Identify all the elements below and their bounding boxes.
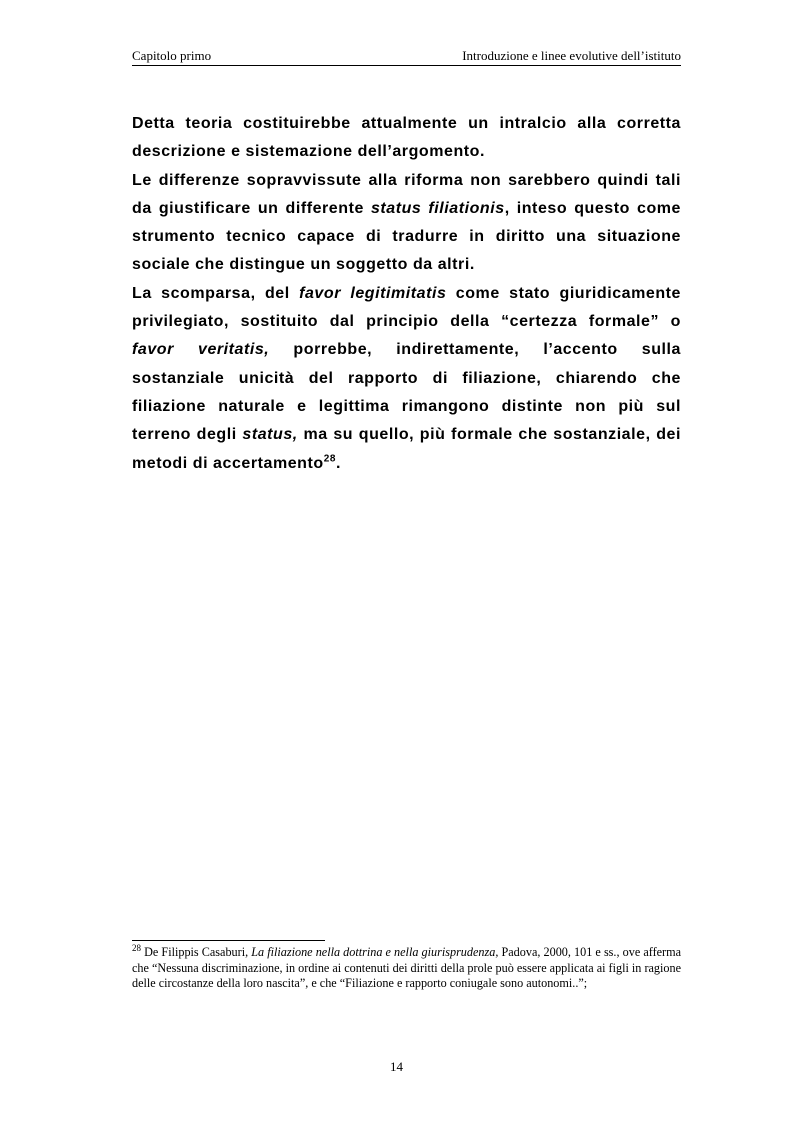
- italic-term: favor veritatis,: [132, 341, 270, 359]
- paragraph-3: [132, 280, 681, 478]
- text-run: porrebbe, indirettamente, l’accento sulla sostanziale unicità del rapporto di filiazione, chiarendo che filiazione naturale e legittima rimangono distinte non più sul terreno degli: [132, 341, 681, 444]
- italic-term: favor legitimitatis: [299, 284, 447, 302]
- paragraph-1: [132, 110, 681, 167]
- footnote-number: 28: [132, 942, 141, 953]
- page-number: 14: [390, 1059, 403, 1074]
- italic-term: status,: [242, 426, 298, 444]
- text-run: come stato giuridicamente privilegiato, sostituito dal principio della “certezza formale” o: [132, 284, 681, 331]
- footnote-details: Padova, 2000, 101 e ss., ove afferma che “Nessuna discriminazione, in ordine ai contenuti dei diritti della prole può essere applicata ai figli in ragione delle circostanze della loro nascita”, e che “Filiazione e rapporto coniugale sono autonomi..”;: [132, 945, 681, 990]
- footnote-book-title: La filiazione nella dottrina e nella giurisprudenza,: [251, 945, 499, 959]
- footnote-reference: 28: [323, 453, 336, 465]
- italic-term: status filiationis: [370, 199, 505, 217]
- text-run: , inteso questo come strumento tecnico capace di tradurre in diritto una situazione sociale che distingue un soggetto da altri.: [132, 199, 681, 274]
- paragraph-2: [132, 167, 681, 280]
- footnote-author: De Filippis Casaburi,: [141, 945, 252, 959]
- chapter-label: Capitolo primo: [132, 48, 212, 63]
- footnote-28: [132, 942, 681, 992]
- body-text: [132, 110, 681, 478]
- section-title: Introduzione e linee evolutive dell’istituto: [462, 48, 681, 63]
- text-run: Le differenze sopravvissute alla riforma non sarebbero quindi tali da giustificare un differente: [132, 171, 681, 217]
- running-header: [132, 49, 681, 66]
- footnote-separator: [132, 940, 325, 941]
- text-run: Detta teoria costituirebbe attualmente un intralcio alla corretta descrizione e sistemazione dell’argomento.: [132, 115, 681, 161]
- text-run: .: [335, 454, 341, 472]
- text-run: La scomparsa, del: [132, 284, 300, 302]
- text-run: ma su quello, più formale che sostanziale, dei metodi di accertamento: [132, 426, 681, 472]
